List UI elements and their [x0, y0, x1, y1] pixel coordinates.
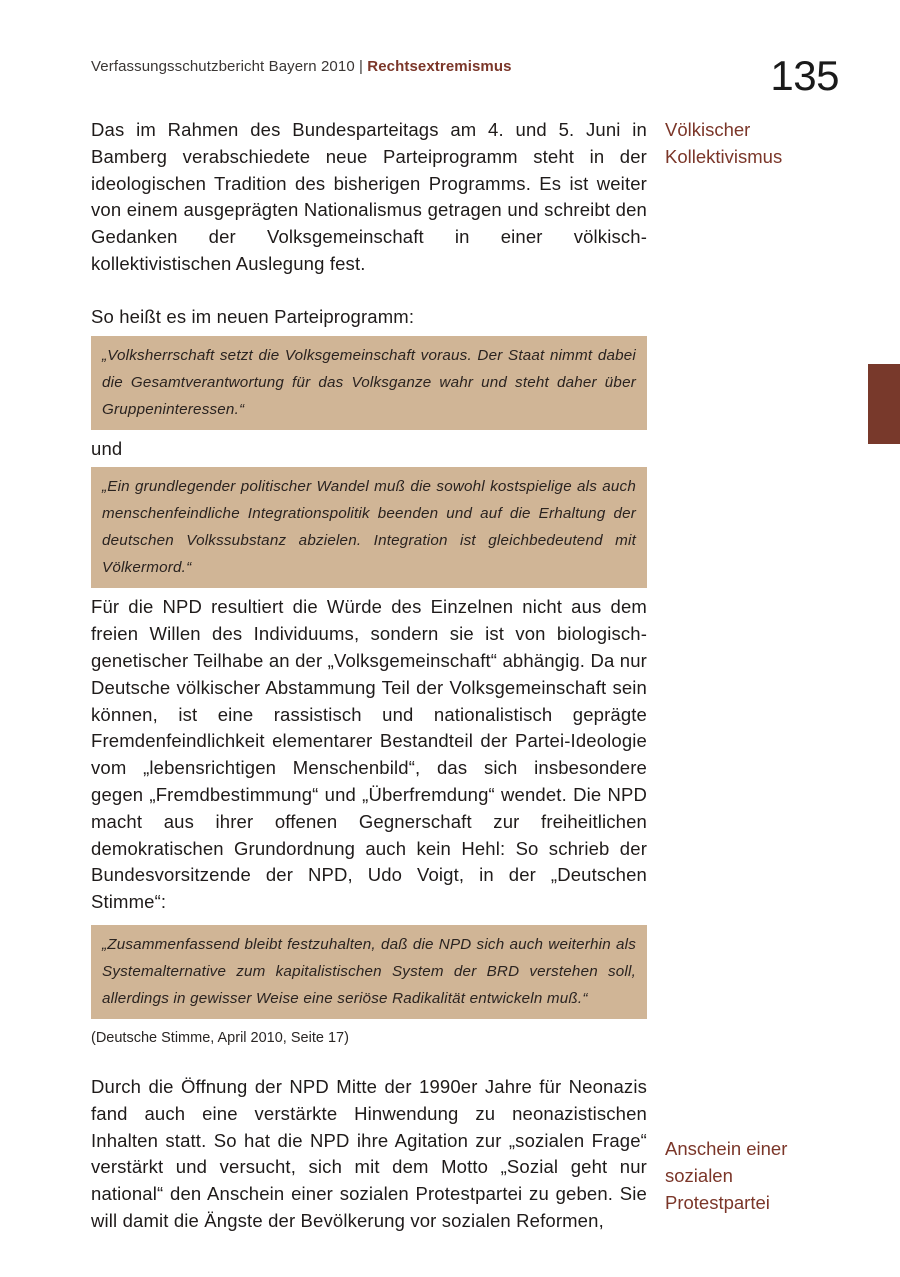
marginal-note-line: sozialen: [665, 1164, 733, 1186]
section-title: Rechtsextremismus: [367, 58, 512, 75]
paragraph-intro-quote: So heißt es im neuen Parteiprogramm:: [91, 305, 415, 327]
page-number: 135: [770, 52, 839, 99]
marginal-note-line: Protestpartei: [665, 1191, 770, 1213]
marginal-note-voelkischer-kollektivismus: [665, 117, 875, 171]
quote-block-deutsche-stimme: „Zusammenfassend bleibt festzuhalten, daß die NPD sich auch weiterhin als Systemalternative zum kapitalistischen System der BRD verstehen soll, allerdings in gewisser Weise eine seriöse Radikalität entwickeln muß.“: [91, 925, 647, 1019]
chapter-tab-marker: [868, 364, 900, 444]
marginal-note-anschein-protestpartei: [665, 1136, 875, 1216]
paragraph-wuerde-des-einzelnen: Für die NPD resultiert die Würde des Einzelnen nicht aus dem freien Willen des Individuums, sondern sie ist von biologisch-genetischer Teilhabe an der „Volksgemeinschaft“ abhängig. Da nur Deutsche völkischer Abstammung Teil der Volksgemeinschaft sein können, ist eine rassistisch und nationalistisch geprägte Fremdenfeindlichkeit elementarer Bestandteil der Partei-Ideologie vom „lebensrichtigen Menschenbild“, das sich insbesondere gegen „Fremdbestimmung“ und „Überfremdung“ wendet. Die NPD macht aus ihrer offenen Gegnerschaft zur freiheitlichen demokratischen Grundordnung auch kein Hehl: So schrieb der Bundesvorsitzende der NPD, Udo Voigt, in der „Deutschen Stimme“:: [91, 596, 647, 913]
quote-block-integration: „Ein grundlegender politischer Wandel muß die sowohl kostspielige als auch menschenfeindliche Integrationspolitik beenden und auf die Erhaltung der deutschen Volkssubstanz abzielen. Integration ist gleichbedeutend mit Völkermord.“: [91, 467, 647, 588]
quote-source: (Deutsche Stimme, April 2010, Seite 17): [91, 1029, 349, 1046]
marginal-note-line: Kollektivismus: [665, 145, 783, 167]
marginal-note-line: Anschein einer: [665, 1138, 788, 1159]
connector-text: und: [91, 437, 123, 459]
running-header: [91, 58, 512, 75]
paragraph-neonazis: Durch die Öffnung der NPD Mitte der 1990er Jahre für Neonazis fand auch eine verstärkte Hinwendung zu neonazistischen Inhalten statt. So hat die NPD ihre Agitation zur „sozialen Frage“ verstärkt und versucht, sich mit dem Motto „Sozial geht nur national“ den Anschein einer sozialen Protestpartei zu geben. Sie will damit die Ängste der Bevölkerung vor sozialen Reformen,: [91, 1075, 647, 1231]
main-text-column: [91, 117, 647, 1235]
quote-block-volksherrschaft: „Volksherrschaft setzt die Volksgemeinschaft voraus. Der Staat nimmt dabei die Gesamtverantwortung für das Volksganze wahr und steht daher über Gruppeninteressen.“: [91, 336, 647, 430]
paragraph-party-program: Das im Rahmen des Bundesparteitags am 4. und 5. Juni in Bamberg verabschiedete neue Parteiprogramm steht in der ideologischen Tradition des bisherigen Programms. Es ist weiter von einem ausgeprägten Nationalismus getragen und schreibt den Gedanken der Volksgemeinschaft in einer völkisch-kollektivistischen Auslegung fest.: [91, 119, 647, 274]
running-title: Verfassungsschutzbericht Bayern 2010 |: [91, 58, 368, 75]
marginal-note-line: Völkischer: [665, 119, 751, 140]
